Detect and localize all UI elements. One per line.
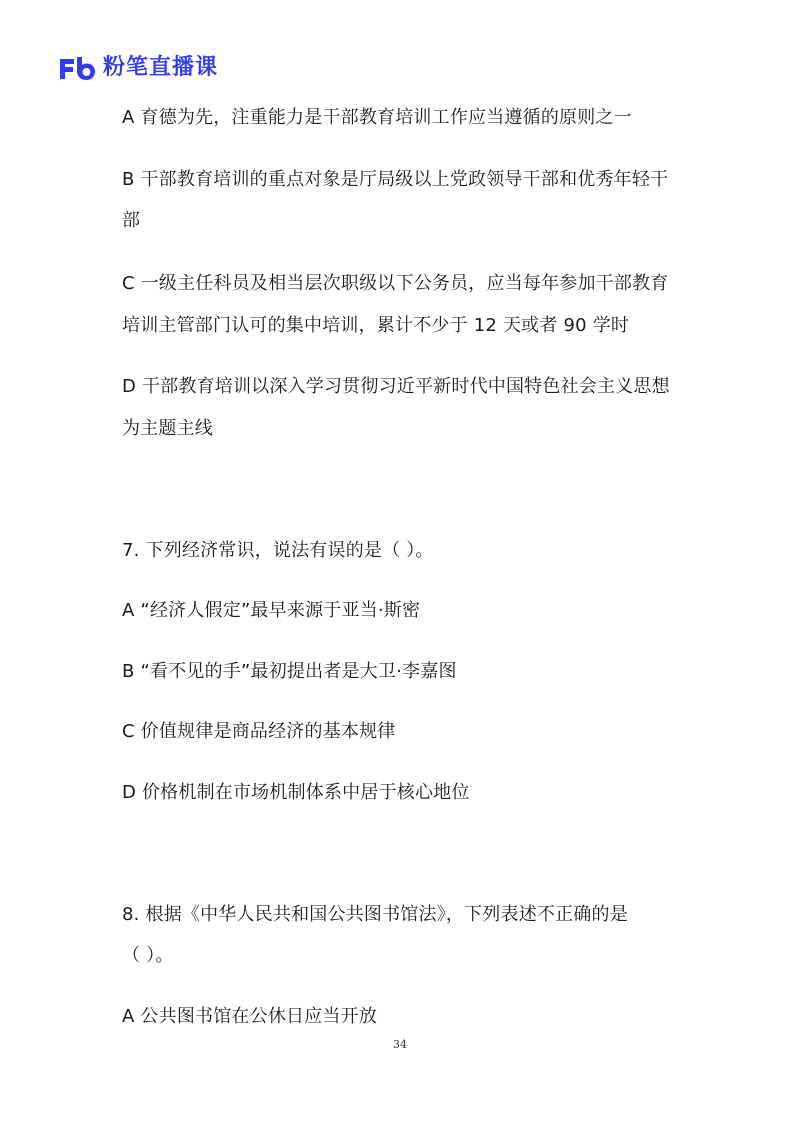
q6-option-b-line2: 部	[122, 210, 141, 231]
q6-option-d-line1: D 干部教育培训以深入学习贯彻习近平新时代中国特色社会主义思想	[122, 376, 670, 397]
q7-option-d: D 价格机制在市场机制体系中居于核心地位	[122, 782, 470, 803]
q6-option-d-line2: 为主题主线	[122, 418, 213, 439]
q7-option-a: A “经济人假定”最早来源于亚当·斯密	[122, 600, 421, 621]
page-number: 34	[393, 1038, 407, 1051]
q6-option-c-line1: C 一级主任科员及相当层次职级以下公务员，应当每年参加干部教育	[122, 273, 669, 294]
brand-logo	[57, 53, 218, 83]
q6-option-c-line2: 培训主管部门认可的集中培训，累计不少于 12 天或者 90 学时	[122, 315, 630, 336]
q7-stem: 7. 下列经济常识，说法有误的是（ ）。	[122, 540, 434, 561]
q6-option-b-line1: B 干部教育培训的重点对象是厅局级以上党政领导干部和优秀年轻干	[122, 169, 669, 190]
brand-name: 粉笔直播课	[103, 55, 219, 80]
q8-stem-line1: 8. 根据《中华人民共和国公共图书馆法》，下列表述不正确的是	[122, 904, 628, 925]
q8-stem-line2: （ ）。	[122, 945, 174, 966]
fb-logo-icon	[57, 55, 97, 81]
q7-option-c: C 价值规律是商品经济的基本规律	[122, 721, 396, 742]
q7-option-b: B “看不见的手”最初提出者是大卫·李嘉图	[122, 661, 457, 682]
q6-option-a: A 育德为先，注重能力是干部教育培训工作应当遵循的原则之一	[122, 107, 632, 128]
q8-option-a: A 公共图书馆在公休日应当开放	[122, 1006, 378, 1027]
